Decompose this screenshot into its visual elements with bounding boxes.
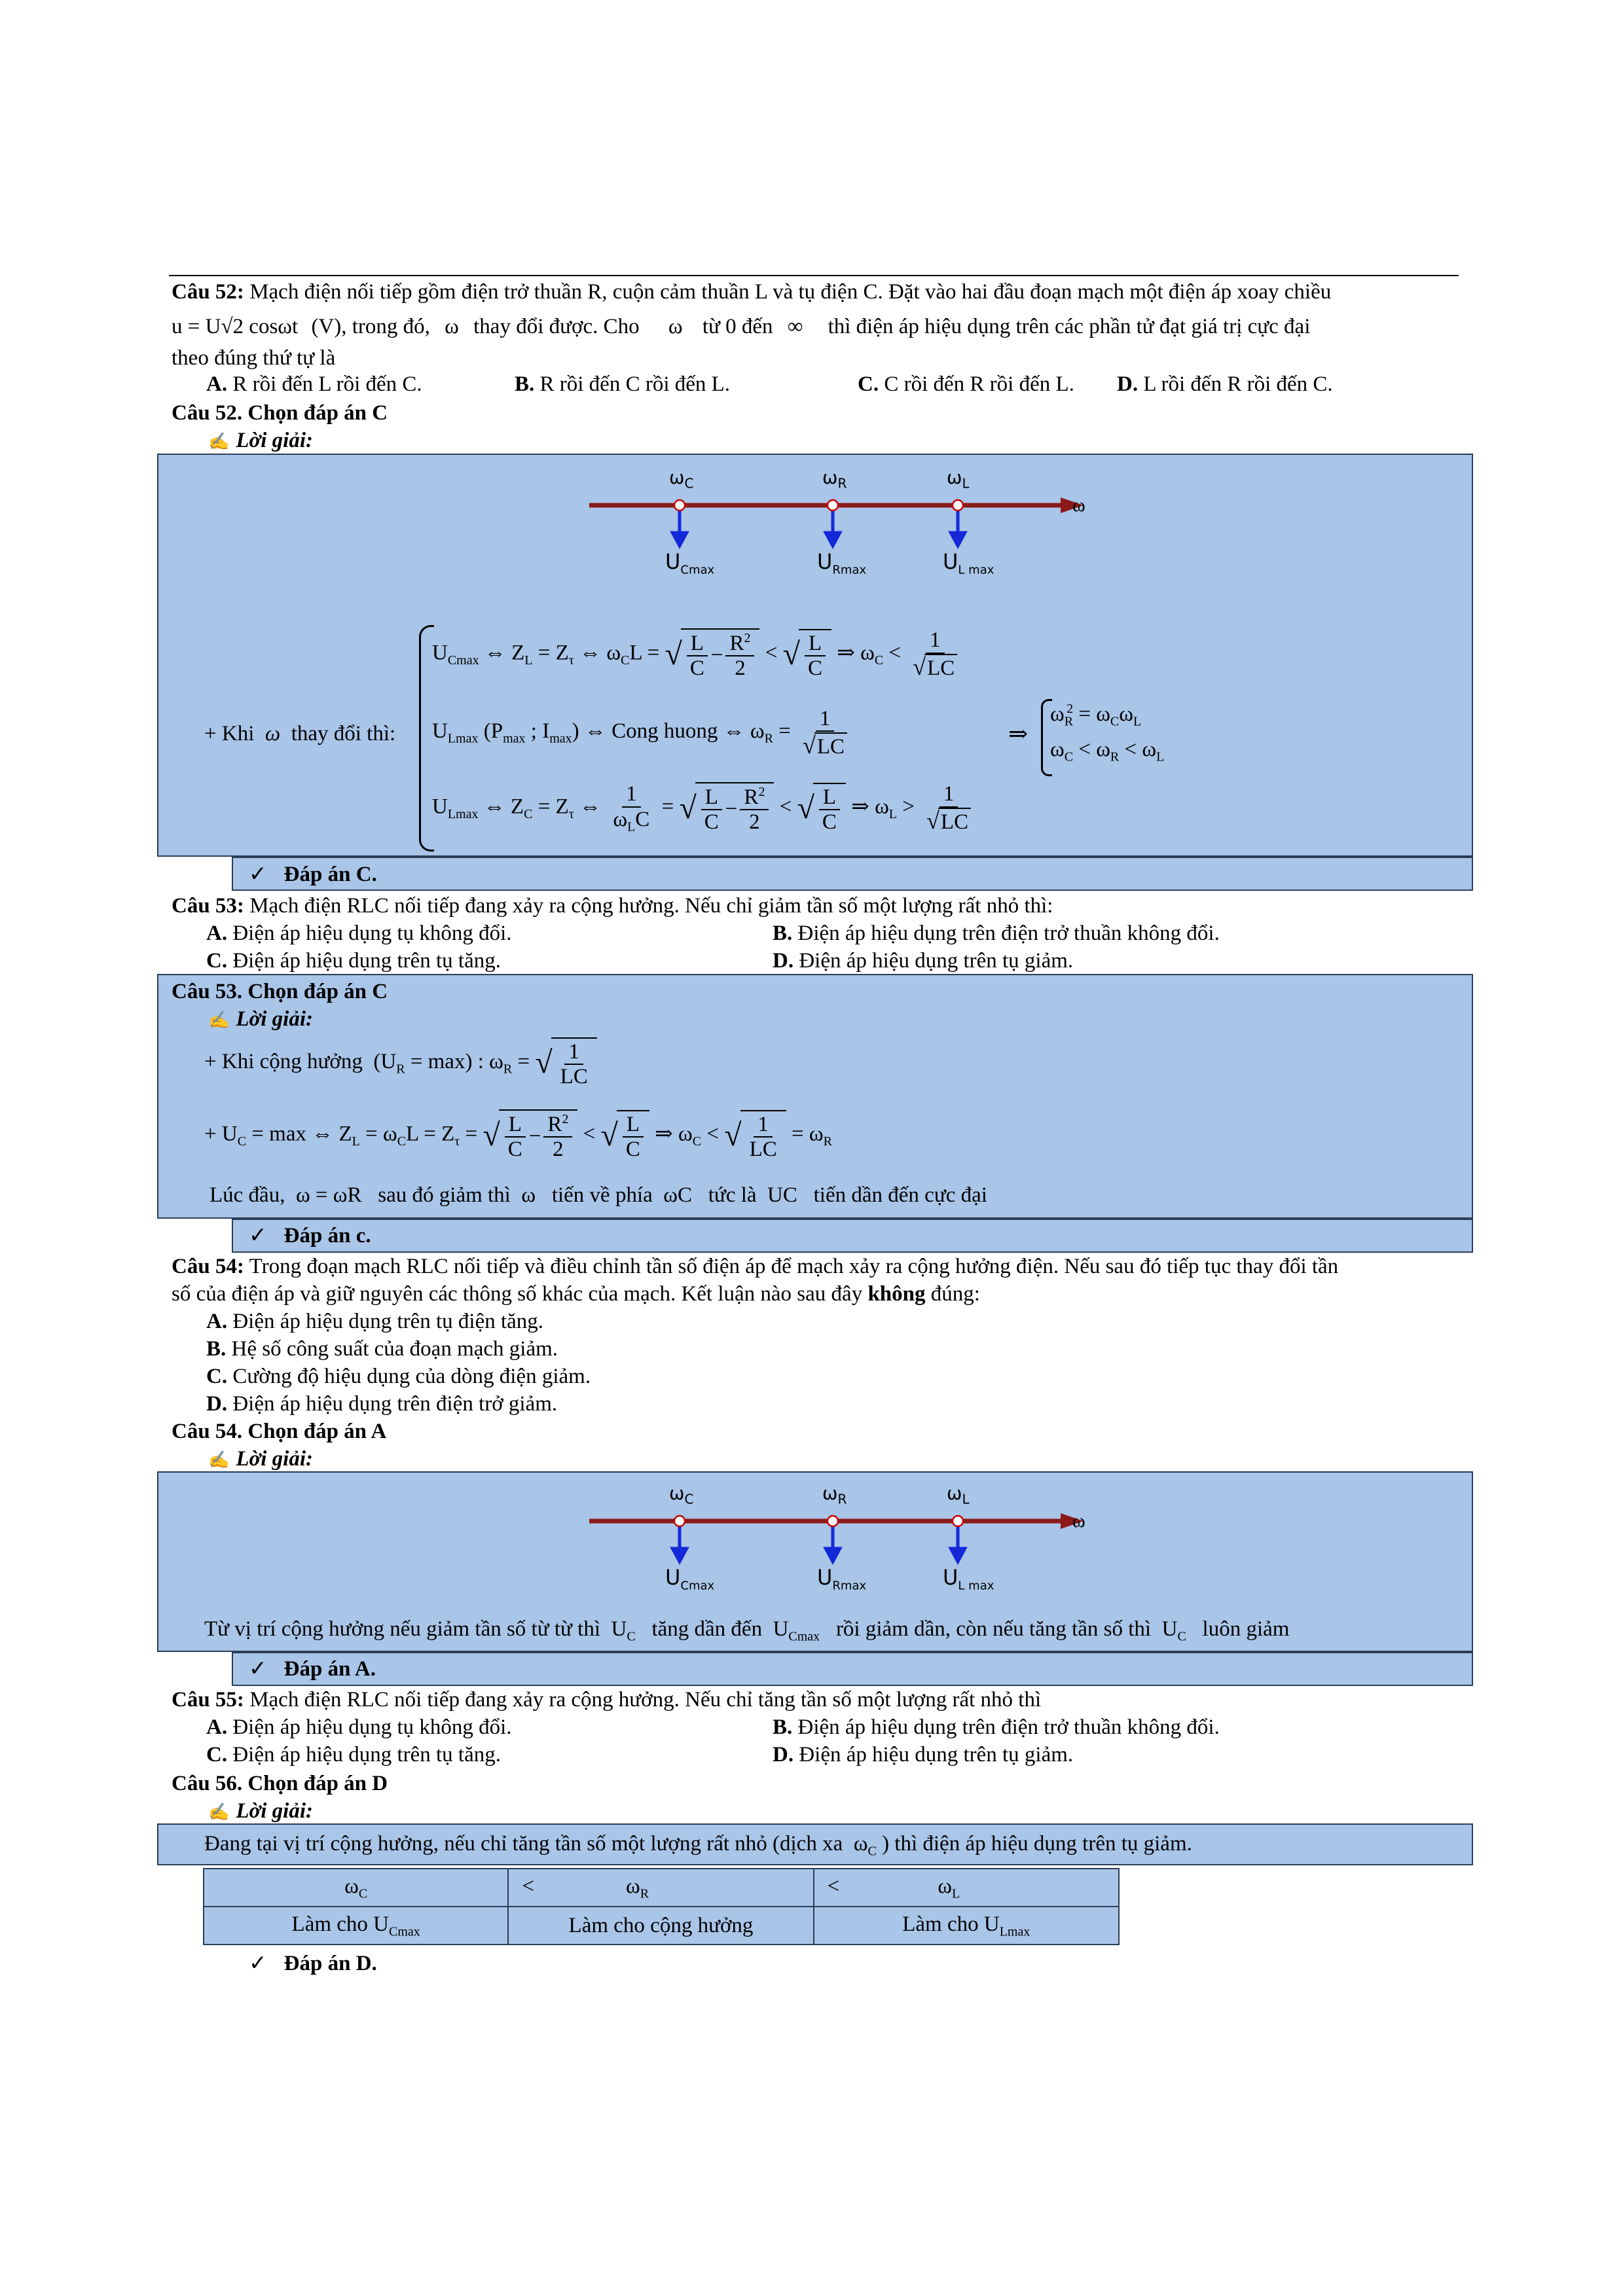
check-icon: ✓ — [249, 1222, 267, 1247]
q53-line3: Lúc đầu, ω = ωR sau đó giảm thì ω tiến về phía ωC tức là UC tiến dần đến cực đại — [210, 1183, 987, 1207]
q52-result2: $\omega_C < \omega_R < \omega_L$ — [1050, 738, 1165, 764]
check-icon: ✓ — [249, 1655, 267, 1681]
q53-solution-title: Câu 53. Chọn đáp án C — [172, 980, 388, 1003]
top-rule — [169, 275, 1459, 276]
q52-text1: Mạch điện nối tiếp gồm điện trở thuần R, cuộn cảm thuần L và tụ điện C. Đặt vào hai đầu đoạn mạch một điện áp xoay chiều — [244, 280, 1332, 304]
q52-option-d: D. L rồi đến R rồi đến C. — [1117, 372, 1333, 396]
pen-icon: ✍ — [208, 1450, 230, 1469]
q53-question: Câu 53: Mạch điện RLC nối tiếp đang xảy ra cộng hưởng. Nếu chỉ giảm tần số một lượng rất nhỏ thì: — [172, 894, 1053, 918]
q54-axis-diagram — [576, 1474, 1165, 1611]
q52-omega-1: ω — [445, 315, 459, 338]
pen-icon: ✍ — [208, 1803, 230, 1821]
q52-line1 — [172, 278, 1331, 306]
q52-label-wl: $\omega_L$ — [947, 467, 970, 492]
q56-cell-cong-huong: Làm cho cộng hưởng — [508, 1907, 813, 1945]
q56-answer: ✓ Đáp án D. — [249, 1950, 377, 1975]
check-icon: ✓ — [249, 1950, 267, 1975]
q55-option-a: A. Điện áp hiệu dụng tụ không đổi. — [206, 1715, 512, 1739]
q54-option-a: A. Điện áp hiệu dụng trên tụ điện tăng. — [206, 1310, 544, 1333]
q54-option-d: D. Điện áp hiệu dụng trên điện trở giảm. — [206, 1392, 558, 1416]
q52-formula-line1: $U_{Cmax}$ ⇔ $Z_L = Z_\tau$ ⇔ $\omega_CL$ = √ $\frac{L}{C}$ − $\frac{R^2}{2}$ < √ $\frac{L}{C}$ ⇒ $\omega_C$ < 1 √ LC — [432, 628, 964, 681]
q55-option-b: B. Điện áp hiệu dụng trên điện trở thuần không đổi. — [773, 1715, 1220, 1739]
q52-text2a: (V), trong đó, — [311, 315, 430, 338]
q54-point-wr — [828, 1516, 838, 1526]
q56-cell-wl: < $\omega_L$ — [814, 1869, 1119, 1907]
q52-khi: + Khi ω thay đổi thì: — [204, 722, 396, 745]
q52-answer-strip — [232, 857, 1473, 891]
q56-cell-wc: $\omega_C$ — [204, 1869, 508, 1907]
q53-option-d: D. Điện áp hiệu dụng trên tụ giảm. — [773, 949, 1074, 973]
q54-option-b: B. Hệ số công suất của đoạn mạch giảm. — [206, 1337, 558, 1361]
q52-point-wc — [674, 500, 685, 511]
q56-explain: Đang tại vị trí cộng hưởng, nếu chỉ tăng tần số một lượng rất nhỏ (dịch xa $\omega_C$ ) thì điện áp hiệu dụng trên tụ giảm. — [204, 1832, 1192, 1859]
q56-cell-ucmax: Làm cho $U_{Cmax}$ — [204, 1907, 508, 1945]
q54-line1: Câu 54: Trong đoạn mạch RLC nối tiếp và điều chỉnh tần số điện áp để mạch xảy ra cộng hưởng điện. Nếu sau đó tiếp tục thay đổi tần — [172, 1255, 1339, 1278]
q52-text2d: thì điện áp hiệu dụng trên các phần tử đạt giá trị cực đại — [828, 315, 1311, 338]
pen-icon: ✍ — [208, 432, 230, 451]
q52-point-wl — [953, 500, 963, 511]
q52-label-wr: $\omega_R$ — [822, 467, 847, 492]
q54-label-wr: $\omega_R$ — [822, 1482, 847, 1507]
q52-line3: theo đúng thứ tự là — [172, 346, 336, 370]
q53-option-b: B. Điện áp hiệu dụng trên điện trở thuần không đổi. — [773, 922, 1220, 945]
q53-answer: ✓ Đáp án c. — [249, 1222, 371, 1247]
q52-line2 — [172, 313, 1310, 341]
q54-point-wc — [674, 1516, 685, 1526]
q56-cell-wr: < $\omega_R$ — [508, 1869, 813, 1907]
q54-explain: Từ vị trí cộng hưởng nếu giảm tần số từ từ thì $U_C$ tăng dần đến $U_{Cmax}$ rồi giảm dần, còn nếu tăng tần số thì $U_C$ luôn giảm — [204, 1617, 1290, 1644]
q52-result1: $\omega_R^2 = \omega_C\omega_L$ — [1050, 702, 1142, 729]
q53-line1: + Khi cộng hưởng $(U_R = \max)$ : $\omega_R$ = √ $\frac{1}{LC}$ — [204, 1037, 597, 1089]
q52-label-ucmax: $U_{Cmax}$ — [665, 549, 715, 577]
q56-solution-title: Câu 56. Chọn đáp án D — [172, 1772, 388, 1795]
check-icon: ✓ — [249, 861, 267, 886]
q55-question: Câu 55: Mạch điện RLC nối tiếp đang xảy ra cộng hưởng. Nếu chỉ tăng tần số một lượng rất nhỏ thì — [172, 1688, 1042, 1712]
q52-omega-2: ω — [668, 315, 683, 338]
q52-loigiai: ✍ Lời giải: — [208, 429, 313, 452]
q52-text2b: thay đổi được. Cho — [473, 315, 640, 338]
q52-label: Câu 52: — [172, 280, 244, 304]
q54-point-wl — [953, 1516, 963, 1526]
q56-cell-ulmax: Làm cho $U_{Lmax}$ — [814, 1907, 1119, 1945]
q54-label-ulmax: $U_{L max}$ — [943, 1565, 994, 1593]
q52-implies: ⇒ — [1008, 721, 1029, 747]
q53-answer-strip — [232, 1219, 1473, 1253]
q52-text2c: từ 0 đến — [702, 315, 773, 338]
pen-icon: ✍ — [208, 1011, 230, 1030]
q54-loigiai: ✍ Lời giải: — [208, 1447, 313, 1471]
q52-answer: ✓ Đáp án C. — [249, 861, 377, 886]
q54-label-wc: $\omega_C$ — [669, 1482, 694, 1507]
q53-option-c: C. Điện áp hiệu dụng trên tụ tăng. — [206, 949, 501, 973]
q52-infinity: ∞ — [787, 315, 803, 338]
q56-loigiai: ✍ Lời giải: — [208, 1799, 313, 1823]
q54-label-wl: $\omega_L$ — [947, 1482, 970, 1507]
q55-option-d: D. Điện áp hiệu dụng trên tụ giảm. — [773, 1743, 1074, 1767]
q53-option-a: A. Điện áp hiệu dụng tụ không đổi. — [206, 922, 512, 945]
q52-solution-title: Câu 52. Chọn đáp án C — [172, 401, 388, 425]
q54-label-ucmax: $U_{Cmax}$ — [665, 1565, 715, 1593]
q54-label-urmax: $U_{Rmax}$ — [817, 1565, 867, 1593]
q52-axis-diagram — [576, 458, 1165, 596]
q52-label-ulmax: $U_{L max}$ — [943, 549, 994, 577]
q54-answer: ✓ Đáp án A. — [249, 1655, 376, 1681]
q55-option-c: C. Điện áp hiệu dụng trên tụ tăng. — [206, 1743, 501, 1767]
q53-line2: + $U_C = \max$ ⇔ $Z_L = \omega_CL = Z_\tau$ = √ $\frac{L}{C}$ − $\frac{R^2}{2}$ < √ $\frac{L}{C}$ ⇒ $\omega_C$ < √ $\frac{1}{LC}$ = $\omega_R$ — [204, 1109, 832, 1162]
q52-point-wr — [828, 500, 838, 511]
q56-table — [203, 1868, 1120, 1945]
q54-answer-strip — [232, 1652, 1473, 1686]
q53-loigiai: ✍ Lời giải: — [208, 1007, 313, 1031]
q52-option-c: C. C rồi đến R rồi đến L. — [858, 372, 1074, 396]
q54-option-c: C. Cường độ hiệu dụng của dòng điện giảm. — [206, 1365, 591, 1388]
q54-solution-title: Câu 54. Chọn đáp án A — [172, 1420, 387, 1443]
q52-option-a: A. R rồi đến L rồi đến C. — [206, 372, 422, 396]
q52-label-wc: $\omega_C$ — [669, 467, 694, 492]
q54-label-w: ω — [1072, 1510, 1085, 1532]
q54-line2: số của điện áp và giữ nguyên các thông số khác của mạch. Kết luận nào sau đây không đúng: — [172, 1282, 980, 1306]
q52-formula-line3: $U_{Lmax}$ ⇔ $Z_C = Z_\tau$ ⇔ $\frac{1}{\omega_LC}$ = √ $\frac{L}{C}$ − $\frac{R^2}{2}$ < √ $\frac{L}{C}$ ⇒ $\omega_L$ > 1 √ LC — [432, 782, 977, 834]
q52-option-b: B. R rồi đến C rồi đến L. — [515, 372, 731, 396]
q52-label-urmax: $U_{Rmax}$ — [817, 549, 867, 577]
q52-label-w: ω — [1072, 494, 1085, 516]
q52-formula-line2: $U_{Lmax}$ ($P_{max}$ ; $I_{max}$) ⇔ Cong huong ⇔ $\omega_R$ = 1 √ LC — [432, 707, 854, 759]
q52-formula: u = U√2 cosωt — [172, 315, 299, 338]
